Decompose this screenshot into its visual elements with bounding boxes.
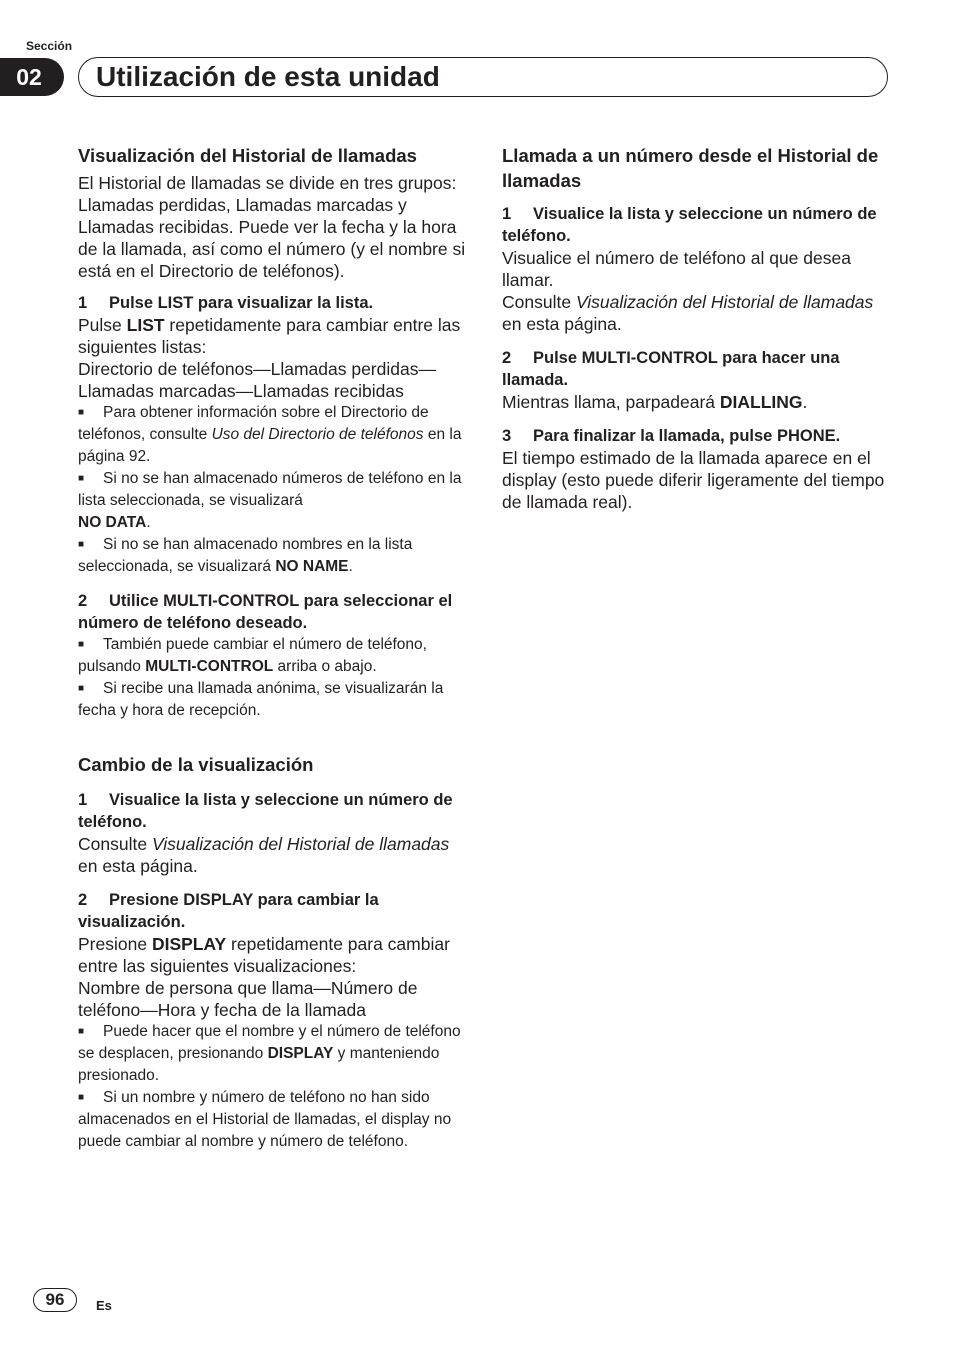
heading-cambio: Cambio de la visualización [78, 754, 314, 775]
text: Para obtener información sobre el Directorio de teléfonos, consulte [78, 404, 429, 443]
step-2-multicontrol [78, 590, 468, 634]
paragraph [78, 314, 468, 358]
text: y manteniendo presionado. [78, 1045, 440, 1084]
bullet-square-icon: ■ [78, 473, 85, 484]
text: . [146, 514, 151, 531]
paragraph [78, 933, 468, 977]
paragraph: Visualice el número de teléfono al que desea llamar. [502, 248, 851, 290]
text: Puede hacer que el nombre y el número de teléfono se desplacen, presionando [78, 1023, 461, 1062]
text: También puede cambiar el número de teléfono, pulsando [78, 636, 427, 675]
step-title: Visualice la lista y seleccione un número de teléfono. [78, 791, 453, 831]
text: en esta página. [78, 856, 198, 876]
left-column [78, 143, 468, 1153]
step-title: Pulse MULTI-CONTROL para hacer una llamada. [502, 349, 840, 389]
keyword: LIST [126, 315, 165, 335]
step-number: 2 [502, 349, 512, 367]
paragraph [78, 833, 468, 877]
bullet-square-icon: ■ [78, 407, 85, 418]
step-3-end-call [502, 425, 892, 447]
text: . [348, 558, 353, 575]
page-title: Utilización de esta unidad [96, 61, 440, 92]
paragraph [502, 291, 892, 335]
text: Si recibe una llamada anónima, se visualizarán la fecha y hora de recepción. [78, 680, 444, 719]
step-1-select [502, 203, 892, 247]
bullet-square-icon: ■ [78, 639, 85, 650]
bullet-square-icon: ■ [78, 1026, 85, 1037]
paragraph: Nombre de persona que llama—Número de teléfono—Hora y fecha de la llamada [78, 978, 418, 1020]
text: repetidamente para cambiar entre las siguientes listas: [78, 315, 461, 357]
note-item [78, 402, 468, 468]
note-item [78, 1087, 468, 1153]
intro-paragraph: El Historial de llamadas se divide en tres grupos: Llamadas perdidas, Llamadas marcadas y Llamadas recibidas. Puede ver la fecha y la hora de la llamada, así como el número (y el nombre si está en el Directorio de teléfonos). [78, 173, 466, 281]
text: repetidamente para cambiar entre las siguientes visualizaciones: [78, 934, 450, 976]
text: arriba o abajo. [273, 658, 377, 675]
section-label: Sección [26, 39, 73, 53]
step-title: Pulse LIST para visualizar la lista. [109, 294, 374, 312]
text: Si no se han almacenado nombres en la lista seleccionada, se visualizará [78, 536, 413, 575]
step-number: 2 [78, 891, 88, 909]
text: Consulte [78, 834, 152, 854]
cross-reference: Visualización del Historial de llamadas [151, 834, 450, 854]
section-number-badge: 02 [0, 58, 64, 96]
note-item [78, 468, 468, 534]
note-item [78, 534, 468, 578]
step-number: 1 [78, 791, 88, 809]
text: Si un nombre y número de teléfono no han sido almacenados en el Historial de llamadas, el display no puede cambiar al nombre y número de teléfono. [78, 1089, 452, 1150]
text: en esta página. [502, 314, 622, 334]
keyword: DIALLING [719, 392, 803, 412]
keyword: NO DATA [78, 514, 147, 531]
step-title: Utilice MULTI-CONTROL para seleccionar el número de teléfono deseado. [78, 592, 453, 632]
step-number: 2 [78, 592, 88, 610]
step-title: Presione DISPLAY para cambiar la visualización. [78, 891, 379, 931]
text: en la página 92. [78, 426, 462, 465]
step-title: Visualice la lista y seleccione un número de teléfono. [502, 205, 877, 245]
text: Consulte [502, 292, 576, 312]
step-1-list [78, 292, 468, 314]
text: Presione [78, 934, 152, 954]
note-item [78, 634, 468, 678]
language-code: Es [96, 1298, 112, 1313]
bullet-square-icon: ■ [78, 539, 85, 550]
keyword: NO NAME [275, 558, 349, 575]
step-number: 3 [502, 427, 512, 445]
step-number: 1 [78, 294, 88, 312]
step-1-visualice [78, 789, 468, 833]
heading-llamada: Llamada a un número desde el Historial de llamadas [502, 145, 879, 191]
keyword: DISPLAY [267, 1045, 334, 1062]
text: Pulse [78, 315, 127, 335]
text: Mientras llama, parpadeará [502, 392, 720, 412]
keyword: MULTI-CONTROL [145, 658, 274, 675]
paragraph: El tiempo estimado de la llamada aparece en el display (esto puede diferir ligeramente del tiempo de llamada real). [502, 448, 885, 512]
cross-reference: Uso del Directorio de teléfonos [211, 426, 424, 443]
right-column [502, 143, 892, 513]
bullet-square-icon: ■ [78, 1092, 85, 1103]
step-2-display [78, 889, 468, 933]
step-number: 1 [502, 205, 512, 223]
page-number: 96 [33, 1288, 77, 1312]
cross-reference: Visualización del Historial de llamadas [575, 292, 874, 312]
bullet-square-icon: ■ [78, 683, 85, 694]
paragraph [502, 391, 892, 413]
text: . [802, 392, 808, 412]
step-title: Para finalizar la llamada, pulse PHONE. [533, 427, 841, 445]
note-item [78, 678, 468, 722]
step-2-call [502, 347, 892, 391]
paragraph: Directorio de teléfonos—Llamadas perdidas—Llamadas marcadas—Llamadas recibidas [78, 359, 436, 401]
note-item [78, 1021, 468, 1087]
keyword: DISPLAY [151, 934, 227, 954]
heading-historial: Visualización del Historial de llamadas [78, 145, 417, 166]
text: Si no se han almacenado números de teléfono en la lista seleccionada, se visualizará [78, 470, 462, 509]
